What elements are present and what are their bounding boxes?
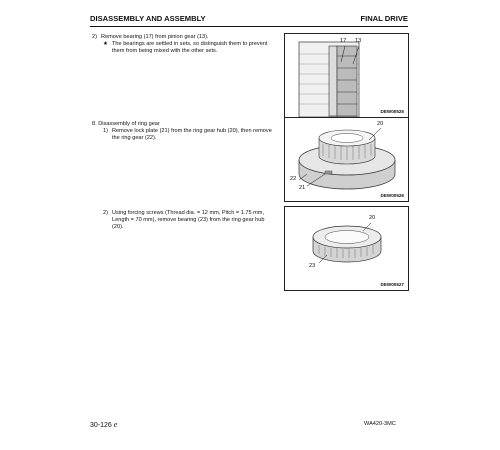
- fig1-label-17: 17: [340, 38, 347, 44]
- fig2-label-22: 22: [290, 176, 297, 182]
- fig1-label-13: 13: [355, 38, 362, 44]
- figure-ring-gear-hub: [284, 117, 409, 202]
- fig1-code: DEW00525: [380, 109, 404, 114]
- pinion-bearing-drawing: [285, 34, 408, 117]
- fig3-code: DEW00527: [380, 282, 404, 287]
- fig2-code: DEW00526: [380, 193, 404, 198]
- step8-sub2-text: Using forcing screws (Thread dia. = 12 mm, Pitch = 1.75 mm, Length = 70 mm), remove bearing (23) from the ring gear hub (20).: [112, 210, 265, 231]
- step2-number: 2): [92, 34, 97, 40]
- header-chapter-title: FINAL DRIVE: [360, 14, 408, 23]
- figure-bearing-pinion: [284, 33, 409, 118]
- step8-sub2-number: 2): [103, 210, 108, 216]
- fig2-label-21: 21: [299, 185, 306, 191]
- fig3-label-23: 23: [309, 263, 316, 269]
- step8-sub1-text: Remove lock plate (21) from the ring gear hub (20), then remove the ring gear (22).: [112, 128, 272, 142]
- fig3-label-20: 20: [369, 215, 376, 221]
- page-number-mark: e: [113, 420, 118, 429]
- page-header: [90, 12, 408, 27]
- step2-note: The bearings are settled in sets, so distinguish them to prevent them from being mixed with the other sets.: [112, 41, 268, 55]
- figure-bearing-removal: [284, 206, 409, 291]
- step8-title: 8. Disassembly of ring gear: [92, 121, 160, 127]
- header-section-title: DISASSEMBLY AND ASSEMBLY: [90, 14, 206, 23]
- model-code: WA420-3MC: [364, 421, 396, 427]
- page-number-text: 30-126: [90, 422, 112, 429]
- bearing-removal-drawing: [285, 207, 408, 290]
- step2-note-mark: ★: [103, 41, 109, 47]
- step8-sub1-number: 1): [103, 128, 108, 134]
- step2-text: Remove bearing (17) from pinion gear (13).: [101, 34, 209, 40]
- fig2-label-20: 20: [377, 121, 384, 127]
- page-number: [90, 420, 117, 429]
